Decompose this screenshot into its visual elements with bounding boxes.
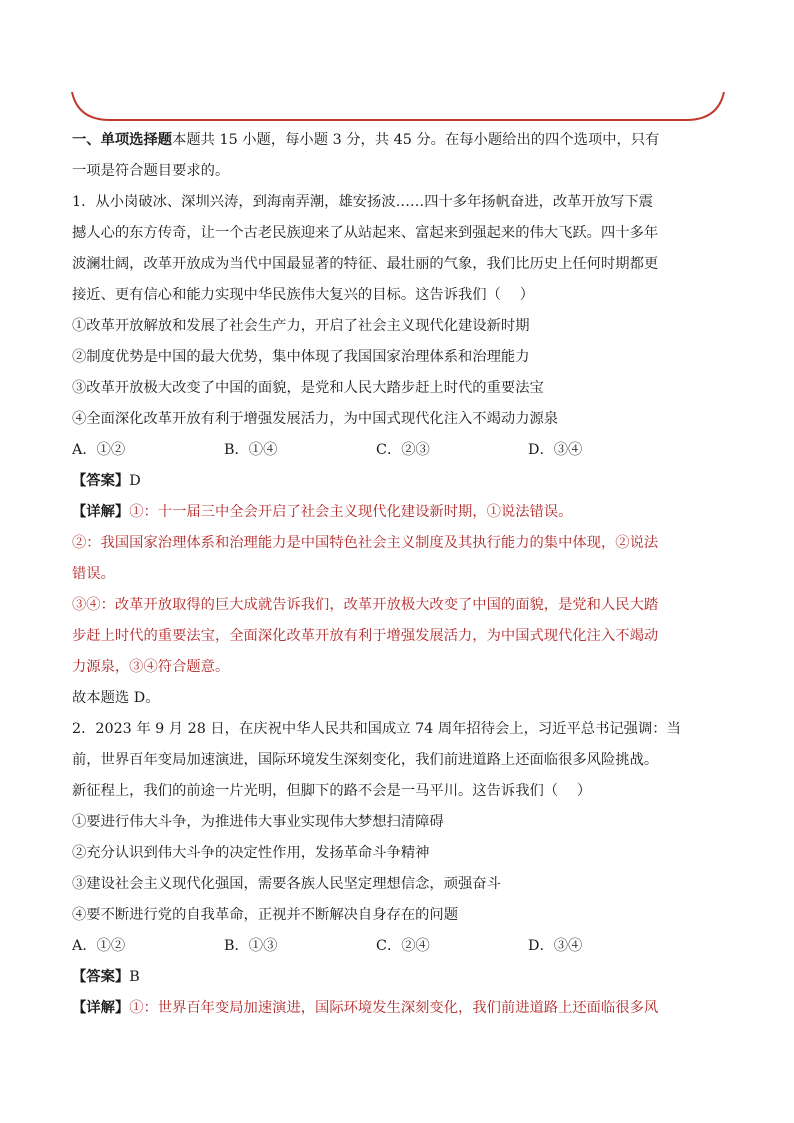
q1-detail-text: ①：十一届三中全会开启了社会主义现代化建设新时期，①说法错误。 <box>129 504 573 520</box>
q2-answer-value: B <box>129 969 140 985</box>
q2-answer <box>72 962 726 993</box>
q2-option-a: A．①② <box>72 938 126 954</box>
q1-detail-2: ②：我国国家治理体系和治理能力是中国特色社会主义制度及其执行能力的集中体现，②说法 <box>72 535 659 551</box>
header-arc-decoration <box>70 92 726 128</box>
q1-option-a: A．①② <box>72 442 126 458</box>
q1-detail-3: 力源泉，③④符合题意。 <box>72 659 230 675</box>
q1-statement: ③改革开放极大改变了中国的面貌，是党和人民大踏步赶上时代的重要法宝 <box>72 380 544 396</box>
q1-answer-value: D <box>129 473 141 489</box>
q1-conclusion: 故本题选 D。 <box>72 690 160 706</box>
q1-option-d: D．③④ <box>528 442 583 458</box>
q1-option-b: B．①④ <box>224 442 278 458</box>
q2-statement: ①要进行伟大斗争，为推进伟大事业实现伟大梦想扫清障碍 <box>72 814 444 830</box>
q2-detail-label: 【详解】 <box>72 1000 130 1016</box>
q1-statement: ②制度优势是中国的最大优势，集中体现了我国国家治理体系和治理能力 <box>72 349 530 365</box>
section-title: 一、单项选择题 <box>72 132 173 148</box>
q1-options <box>72 435 726 466</box>
exam-content <box>72 125 726 1024</box>
q1-option-c: C．②③ <box>376 442 430 458</box>
section-header <box>72 125 726 156</box>
q2-detail-text: ①：世界百年变局加速演进，国际环境发生深刻变化，我们前进道路上还面临很多风 <box>129 1000 659 1016</box>
q2-statement: ②充分认识到伟大斗争的决定性作用，发扬革命斗争精神 <box>72 845 430 861</box>
q1-stem-line: 撼人心的东方传奇，让一个古老民族迎来了从站起来、富起来到强起来的伟大飞跃。四十多年 <box>72 225 659 241</box>
q2-option-b: B．①③ <box>224 938 278 954</box>
q1-detail-3: ③④：改革开放取得的巨大成就告诉我们，改革开放极大改变了中国的面貌，是党和人民大踏 <box>72 597 659 613</box>
q1-stem-line: 1．从小岗破冰、深圳兴涛，到海南弄潮，雄安扬波……四十多年扬帆奋进，改革开放写下震 <box>72 194 653 210</box>
q2-statement: ④要不断进行党的自我革命，正视并不断解决自身存在的问题 <box>72 907 459 923</box>
question-1 <box>72 187 726 714</box>
q1-answer <box>72 466 726 497</box>
q1-detail-label: 【详解】 <box>72 504 130 520</box>
q2-stem-line: 2．2023 年 9 月 28 日，在庆祝中华人民共和国成立 74 周年招待会上，习近平总书记强调：当 <box>72 721 681 737</box>
q2-stem-line: 前，世界百年变局加速演进，国际环境发生深刻变化，我们前进道路上还面临很多风险挑战。 <box>72 752 659 768</box>
q1-detail-2: 错误。 <box>72 566 115 582</box>
q1-stem-line: 波澜壮阔，改革开放成为当代中国最显著的特征、最壮丽的气象，我们比历史上任何时期都更 <box>72 256 659 272</box>
section-intro-2: 一项是符合题目要求的。 <box>72 163 230 179</box>
question-2 <box>72 714 726 1024</box>
q1-statement: ④全面深化改革开放有利于增强发展活力，为中国式现代化注入不竭动力源泉 <box>72 411 559 427</box>
q2-answer-label: 【答案】 <box>72 969 130 985</box>
q2-statement: ③建设社会主义现代化强国，需要各族人民坚定理想信念，顽强奋斗 <box>72 876 501 892</box>
q2-options <box>72 931 726 962</box>
q1-answer-label: 【答案】 <box>72 473 130 489</box>
q1-detail-1 <box>72 497 726 528</box>
q2-option-d: D．③④ <box>528 938 583 954</box>
q2-option-c: C．②④ <box>376 938 430 954</box>
q2-detail-1 <box>72 993 726 1024</box>
q1-detail-3: 步赶上时代的重要法宝，全面深化改革开放有利于增强发展活力，为中国式现代化注入不竭动 <box>72 628 659 644</box>
q1-stem-line: 接近、更有信心和能力实现中华民族伟大复兴的目标。这告诉我们（ ） <box>72 287 535 303</box>
q1-statement: ①改革开放解放和发展了社会生产力，开启了社会主义现代化建设新时期 <box>72 318 530 334</box>
section-intro-1: 本题共 15 小题，每小题 3 分，共 45 分。在每小题给出的四个选项中，只有 <box>172 132 660 148</box>
q2-stem-line: 新征程上，我们的前途一片光明，但脚下的路不会是一马平川。这告诉我们（ ） <box>72 783 592 799</box>
